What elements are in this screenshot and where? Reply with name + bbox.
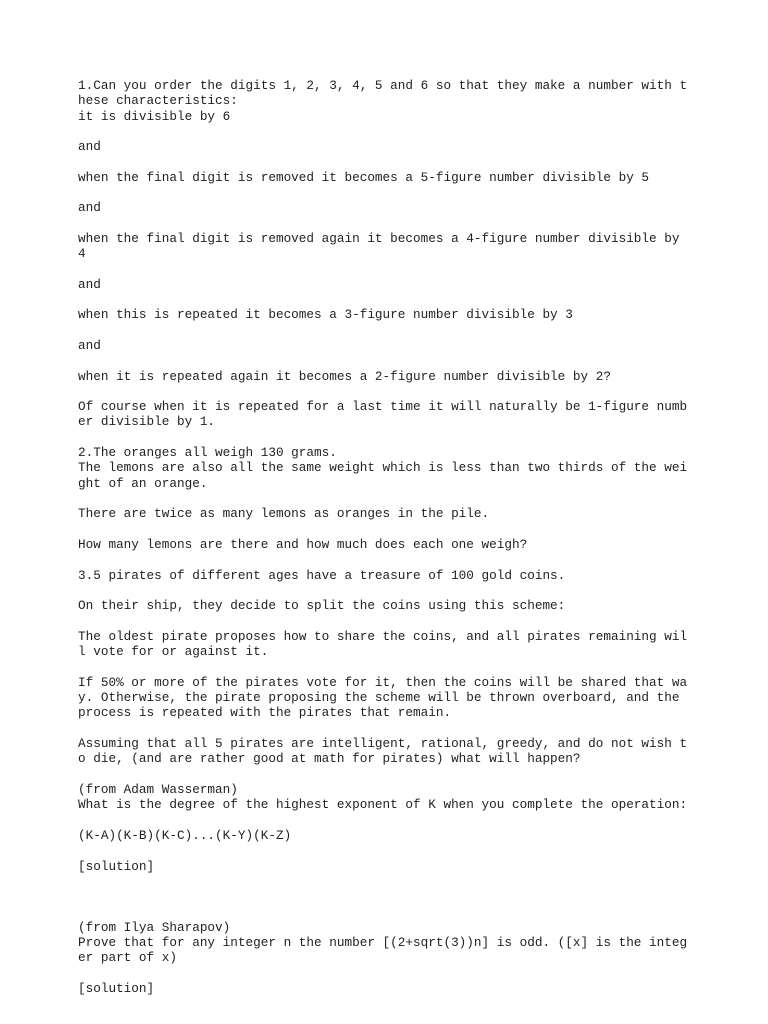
text-line: when the final digit is removed again it becomes a 4-figure number divisible by [78,231,680,246]
text-line: Of course when it is repeated for a last time it will naturally be 1-figure numb [78,399,688,414]
text-line: What is the degree of the highest exponent of K when you complete the operation: [78,797,688,812]
text-line: [solution] [78,859,155,874]
text-line: Prove that for any integer n the number [(2+sqrt(3))n] is odd. ([x] is the integ [78,935,688,950]
text-line: 3.5 pirates of different ages have a treasure of 100 gold coins. [78,568,566,583]
text-line: when the final digit is removed it becomes a 5-figure number divisible by 5 [78,170,650,185]
text-line: There are twice as many lemons as oranges in the pile. [78,506,490,521]
text-line: Assuming that all 5 pirates are intelligent, rational, greedy, and do not wish t [78,736,688,751]
text-line: 2.The oranges all weigh 130 grams. [78,445,337,460]
text-line: The oldest pirate proposes how to share the coins, and all pirates remaining wil [78,629,688,644]
text-line: On their ship, they decide to split the coins using this scheme: [78,598,566,613]
text-line: process is repeated with the pirates that remain. [78,705,452,720]
text-line: o die, (and are rather good at math for pirates) what will happen? [78,751,581,766]
text-line: (K-A)(K-B)(K-C)...(K-Y)(K-Z) [78,828,292,843]
text-line: If 50% or more of the pirates vote for it, then the coins will be shared that wa [78,675,688,690]
text-line: [solution] [78,981,155,996]
text-line: How many lemons are there and how much does each one weigh? [78,537,528,552]
text-line: and [78,338,101,353]
text-line: 1.Can you order the digits 1, 2, 3, 4, 5 and 6 so that they make a number with t [78,78,688,93]
text-line: when it is repeated again it becomes a 2-figure number divisible by 2? [78,369,611,384]
text-line: (from Adam Wasserman) [78,782,238,797]
text-line: y. Otherwise, the pirate proposing the scheme will be thrown overboard, and the [78,690,680,705]
text-line: er part of x) [78,950,177,965]
text-line: it is divisible by 6 [78,109,231,124]
text-line: (from Ilya Sharapov) [78,920,231,935]
text-line: and [78,139,101,154]
text-line: when this is repeated it becomes a 3-figure number divisible by 3 [78,307,573,322]
text-line: and [78,277,101,292]
text-line: l vote for or against it. [78,644,269,659]
text-line: The lemons are also all the same weight which is less than two thirds of the wei [78,460,688,475]
text-line: hese characteristics: [78,93,238,108]
text-line: and [78,200,101,215]
text-line: er divisible by 1. [78,414,216,429]
text-line: 4 [78,246,86,261]
text-line: ght of an orange. [78,476,208,491]
